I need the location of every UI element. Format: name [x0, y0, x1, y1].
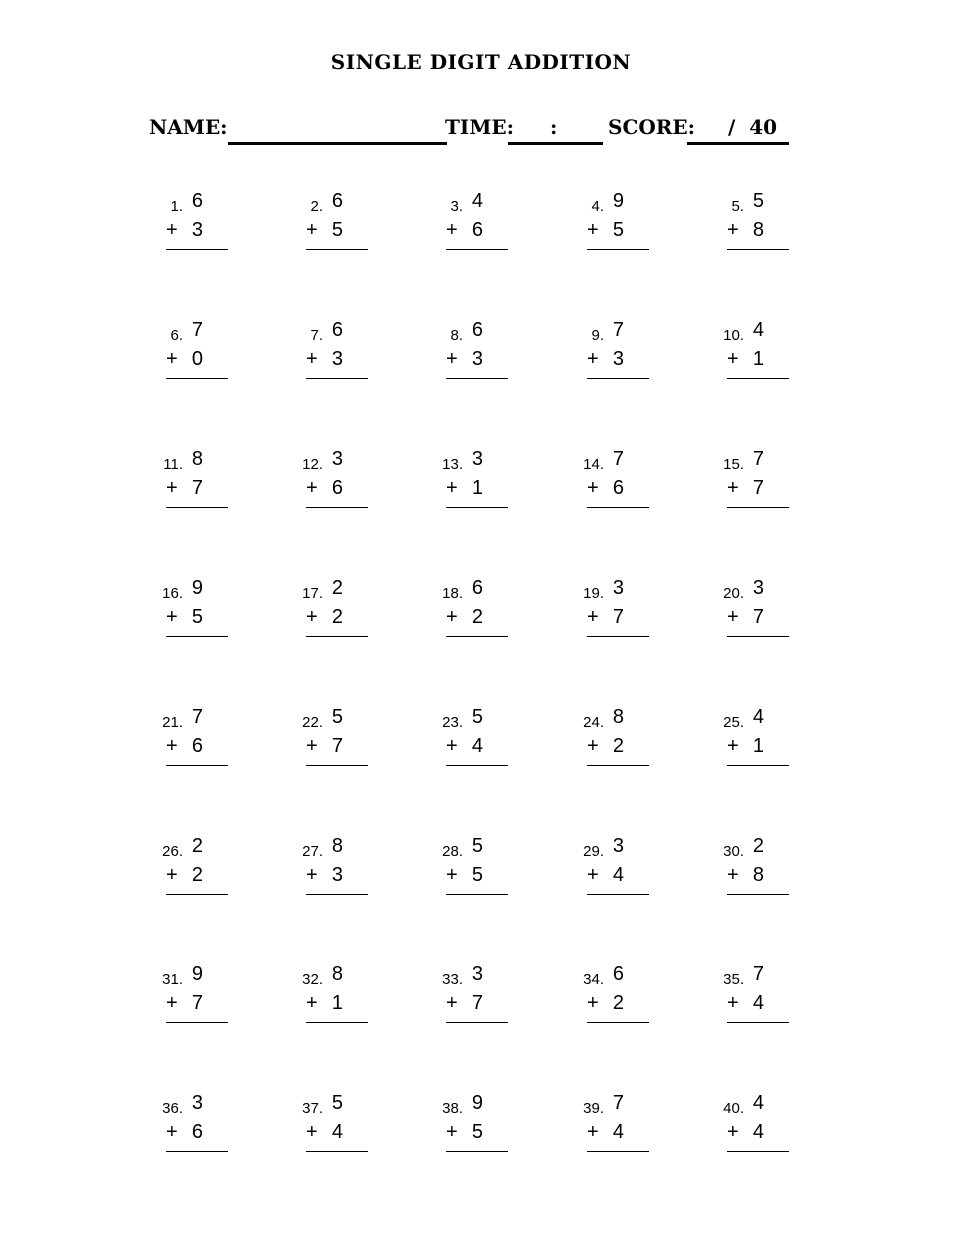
top-operand: 3 — [471, 448, 483, 470]
bottom-operand: 7 — [752, 477, 764, 499]
top-operand: 6 — [471, 577, 483, 599]
problem-number: 14. — [583, 456, 604, 473]
bottom-operand: 4 — [612, 1121, 624, 1143]
top-operand: 3 — [191, 1092, 203, 1114]
problem-18 — [419, 577, 539, 647]
answer-line[interactable] — [166, 378, 228, 379]
bottom-operand: 4 — [331, 1121, 343, 1143]
operator: + — [587, 606, 599, 628]
bottom-operand: 7 — [752, 606, 764, 628]
top-operand: 5 — [471, 706, 483, 728]
top-operand: 9 — [612, 190, 624, 212]
problem-15 — [700, 448, 820, 518]
bottom-operand: 2 — [331, 606, 343, 628]
problem-number: 5. — [731, 198, 744, 215]
top-operand: 3 — [752, 577, 764, 599]
problem-10 — [700, 319, 820, 389]
operator: + — [446, 1121, 458, 1143]
operator: + — [166, 477, 178, 499]
problem-number: 21. — [162, 714, 183, 731]
problem-6 — [139, 319, 259, 389]
top-operand: 7 — [612, 319, 624, 341]
score-label: SCORE: — [608, 115, 696, 139]
bottom-operand: 2 — [471, 606, 483, 628]
problem-number: 30. — [723, 843, 744, 860]
top-operand: 2 — [331, 577, 343, 599]
problem-number: 38. — [442, 1100, 463, 1117]
problem-number: 19. — [583, 585, 604, 602]
top-operand: 8 — [331, 963, 343, 985]
top-operand: 3 — [471, 963, 483, 985]
answer-line[interactable] — [306, 378, 368, 379]
answer-line[interactable] — [306, 1022, 368, 1023]
problem-number: 17. — [302, 585, 323, 602]
answer-line[interactable] — [306, 636, 368, 637]
problem-3 — [419, 190, 539, 260]
answer-line[interactable] — [727, 765, 789, 766]
problem-30 — [700, 835, 820, 905]
top-operand: 7 — [752, 963, 764, 985]
top-operand: 7 — [752, 448, 764, 470]
problem-39 — [560, 1092, 680, 1162]
operator: + — [306, 864, 318, 886]
operator: + — [446, 606, 458, 628]
bottom-operand: 5 — [471, 1121, 483, 1143]
top-operand: 9 — [191, 963, 203, 985]
problem-24 — [560, 706, 680, 776]
bottom-operand: 4 — [752, 1121, 764, 1143]
bottom-operand: 8 — [752, 864, 764, 886]
bottom-operand: 3 — [331, 864, 343, 886]
problem-number: 28. — [442, 843, 463, 860]
problem-36 — [139, 1092, 259, 1162]
problem-28 — [419, 835, 539, 905]
answer-line[interactable] — [166, 636, 228, 637]
operator: + — [446, 348, 458, 370]
bottom-operand: 5 — [612, 219, 624, 241]
problem-38 — [419, 1092, 539, 1162]
bottom-operand: 6 — [471, 219, 483, 241]
problem-17 — [279, 577, 399, 647]
operator: + — [306, 477, 318, 499]
problem-number: 10. — [723, 327, 744, 344]
problem-13 — [419, 448, 539, 518]
operator: + — [587, 864, 599, 886]
problem-5 — [700, 190, 820, 260]
problem-14 — [560, 448, 680, 518]
time-field[interactable] — [508, 142, 603, 145]
top-operand: 5 — [752, 190, 764, 212]
problem-number: 39. — [583, 1100, 604, 1117]
operator: + — [306, 1121, 318, 1143]
answer-line[interactable] — [166, 765, 228, 766]
operator: + — [446, 864, 458, 886]
bottom-operand: 6 — [612, 477, 624, 499]
operator: + — [587, 735, 599, 757]
top-operand: 6 — [191, 190, 203, 212]
operator: + — [306, 219, 318, 241]
answer-line[interactable] — [727, 1022, 789, 1023]
top-operand: 2 — [191, 835, 203, 857]
problem-31 — [139, 963, 259, 1033]
answer-line[interactable] — [446, 1151, 508, 1152]
operator: + — [727, 1121, 739, 1143]
bottom-operand: 3 — [612, 348, 624, 370]
operator: + — [446, 477, 458, 499]
top-operand: 9 — [471, 1092, 483, 1114]
answer-line[interactable] — [587, 1151, 649, 1152]
operator: + — [306, 992, 318, 1014]
answer-line[interactable] — [446, 249, 508, 250]
answer-line[interactable] — [446, 765, 508, 766]
operator: + — [587, 992, 599, 1014]
answer-line[interactable] — [306, 1151, 368, 1152]
bottom-operand: 6 — [191, 1121, 203, 1143]
problem-29 — [560, 835, 680, 905]
operator: + — [727, 864, 739, 886]
bottom-operand: 7 — [331, 735, 343, 757]
operator: + — [727, 992, 739, 1014]
problem-27 — [279, 835, 399, 905]
operator: + — [166, 348, 178, 370]
bottom-operand: 2 — [191, 864, 203, 886]
problem-number: 40. — [723, 1100, 744, 1117]
answer-line[interactable] — [587, 894, 649, 895]
problem-40 — [700, 1092, 820, 1162]
problem-number: 13. — [442, 456, 463, 473]
worksheet-title: SINGLE DIGIT ADDITION — [330, 50, 632, 74]
bottom-operand: 7 — [612, 606, 624, 628]
problem-number: 2. — [310, 198, 323, 215]
answer-line[interactable] — [166, 1022, 228, 1023]
bottom-operand: 1 — [331, 992, 343, 1014]
bottom-operand: 5 — [331, 219, 343, 241]
problem-number: 37. — [302, 1100, 323, 1117]
problem-4 — [560, 190, 680, 260]
problem-number: 20. — [723, 585, 744, 602]
answer-line[interactable] — [727, 507, 789, 508]
bottom-operand: 4 — [612, 864, 624, 886]
bottom-operand: 1 — [752, 735, 764, 757]
top-operand: 5 — [331, 706, 343, 728]
operator: + — [446, 219, 458, 241]
bottom-operand: 4 — [752, 992, 764, 1014]
answer-line[interactable] — [587, 765, 649, 766]
problem-number: 24. — [583, 714, 604, 731]
top-operand: 6 — [331, 319, 343, 341]
problem-2 — [279, 190, 399, 260]
operator: + — [166, 606, 178, 628]
top-operand: 2 — [752, 835, 764, 857]
top-operand: 6 — [331, 190, 343, 212]
problem-9 — [560, 319, 680, 389]
bottom-operand: 2 — [612, 992, 624, 1014]
top-operand: 6 — [471, 319, 483, 341]
answer-line[interactable] — [446, 378, 508, 379]
top-operand: 5 — [471, 835, 483, 857]
bottom-operand: 1 — [752, 348, 764, 370]
problem-1 — [139, 190, 259, 260]
operator: + — [727, 219, 739, 241]
operator: + — [306, 606, 318, 628]
problem-number: 7. — [310, 327, 323, 344]
problem-number: 23. — [442, 714, 463, 731]
problem-number: 33. — [442, 971, 463, 988]
problem-number: 26. — [162, 843, 183, 860]
problem-26 — [139, 835, 259, 905]
bottom-operand: 7 — [191, 992, 203, 1014]
problem-34 — [560, 963, 680, 1033]
problem-25 — [700, 706, 820, 776]
problem-number: 6. — [170, 327, 183, 344]
bottom-operand: 3 — [191, 219, 203, 241]
operator: + — [306, 348, 318, 370]
answer-line[interactable] — [587, 636, 649, 637]
answer-line[interactable] — [306, 765, 368, 766]
answer-line[interactable] — [587, 1022, 649, 1023]
name-field[interactable] — [228, 142, 447, 145]
answer-line[interactable] — [166, 249, 228, 250]
answer-line[interactable] — [727, 249, 789, 250]
answer-line[interactable] — [166, 1151, 228, 1152]
problem-7 — [279, 319, 399, 389]
operator: + — [446, 992, 458, 1014]
bottom-operand: 7 — [471, 992, 483, 1014]
problem-12 — [279, 448, 399, 518]
problem-number: 32. — [302, 971, 323, 988]
top-operand: 4 — [752, 1092, 764, 1114]
operator: + — [166, 735, 178, 757]
answer-line[interactable] — [727, 378, 789, 379]
answer-line[interactable] — [446, 1022, 508, 1023]
bottom-operand: 4 — [471, 735, 483, 757]
problem-number: 31. — [162, 971, 183, 988]
operator: + — [166, 219, 178, 241]
name-label: NAME: — [149, 115, 228, 139]
time-separator: : — [550, 115, 558, 139]
answer-line[interactable] — [166, 507, 228, 508]
answer-line[interactable] — [446, 507, 508, 508]
score-field[interactable] — [687, 142, 789, 145]
top-operand: 7 — [191, 706, 203, 728]
operator: + — [587, 477, 599, 499]
top-operand: 3 — [331, 448, 343, 470]
operator: + — [306, 735, 318, 757]
operator: + — [166, 992, 178, 1014]
answer-line[interactable] — [306, 894, 368, 895]
operator: + — [727, 477, 739, 499]
answer-line[interactable] — [446, 636, 508, 637]
problem-number: 16. — [162, 585, 183, 602]
answer-line[interactable] — [727, 894, 789, 895]
problem-number: 25. — [723, 714, 744, 731]
problem-number: 18. — [442, 585, 463, 602]
problem-number: 36. — [162, 1100, 183, 1117]
problem-number: 3. — [450, 198, 463, 215]
problem-number: 1. — [170, 198, 183, 215]
bottom-operand: 1 — [471, 477, 483, 499]
problem-number: 34. — [583, 971, 604, 988]
top-operand: 7 — [612, 448, 624, 470]
top-operand: 3 — [612, 835, 624, 857]
bottom-operand: 3 — [331, 348, 343, 370]
operator: + — [727, 735, 739, 757]
problem-20 — [700, 577, 820, 647]
problem-11 — [139, 448, 259, 518]
answer-line[interactable] — [587, 507, 649, 508]
problem-number: 9. — [591, 327, 604, 344]
bottom-operand: 6 — [331, 477, 343, 499]
bottom-operand: 5 — [471, 864, 483, 886]
bottom-operand: 0 — [191, 348, 203, 370]
problem-22 — [279, 706, 399, 776]
problem-21 — [139, 706, 259, 776]
top-operand: 4 — [752, 319, 764, 341]
operator: + — [166, 864, 178, 886]
problem-number: 4. — [591, 198, 604, 215]
problem-number: 22. — [302, 714, 323, 731]
top-operand: 7 — [191, 319, 203, 341]
problem-number: 27. — [302, 843, 323, 860]
operator: + — [446, 735, 458, 757]
top-operand: 3 — [612, 577, 624, 599]
answer-line[interactable] — [587, 249, 649, 250]
problem-8 — [419, 319, 539, 389]
problem-number: 11. — [163, 456, 183, 473]
answer-line[interactable] — [587, 378, 649, 379]
top-operand: 4 — [471, 190, 483, 212]
problem-number: 35. — [723, 971, 744, 988]
top-operand: 4 — [752, 706, 764, 728]
problem-32 — [279, 963, 399, 1033]
problem-35 — [700, 963, 820, 1033]
operator: + — [166, 1121, 178, 1143]
time-label: TIME: — [445, 115, 515, 139]
problem-number: 15. — [723, 456, 744, 473]
top-operand: 5 — [331, 1092, 343, 1114]
operator: + — [727, 606, 739, 628]
problem-37 — [279, 1092, 399, 1162]
top-operand: 9 — [191, 577, 203, 599]
bottom-operand: 7 — [191, 477, 203, 499]
problem-number: 12. — [302, 456, 323, 473]
operator: + — [587, 348, 599, 370]
problem-16 — [139, 577, 259, 647]
problem-23 — [419, 706, 539, 776]
bottom-operand: 8 — [752, 219, 764, 241]
bottom-operand: 5 — [191, 606, 203, 628]
top-operand: 8 — [191, 448, 203, 470]
top-operand: 6 — [612, 963, 624, 985]
operator: + — [727, 348, 739, 370]
problem-number: 8. — [450, 327, 463, 344]
score-value: / 40 — [728, 115, 778, 139]
bottom-operand: 2 — [612, 735, 624, 757]
operator: + — [587, 1121, 599, 1143]
top-operand: 8 — [612, 706, 624, 728]
answer-line[interactable] — [306, 507, 368, 508]
problem-33 — [419, 963, 539, 1033]
answer-line[interactable] — [166, 894, 228, 895]
answer-line[interactable] — [727, 636, 789, 637]
operator: + — [587, 219, 599, 241]
problem-19 — [560, 577, 680, 647]
bottom-operand: 3 — [471, 348, 483, 370]
top-operand: 7 — [612, 1092, 624, 1114]
answer-line[interactable] — [727, 1151, 789, 1152]
answer-line[interactable] — [446, 894, 508, 895]
answer-line[interactable] — [306, 249, 368, 250]
problem-number: 29. — [583, 843, 604, 860]
top-operand: 8 — [331, 835, 343, 857]
bottom-operand: 6 — [191, 735, 203, 757]
